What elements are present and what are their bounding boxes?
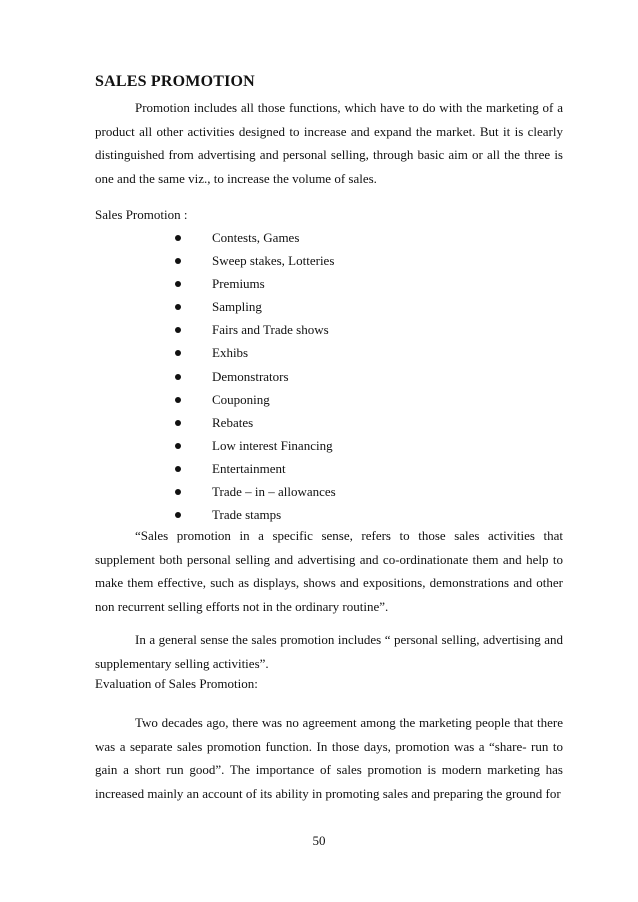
bullet-icon — [175, 304, 181, 310]
list-label: Sales Promotion : — [95, 207, 188, 222]
general-sense-paragraph: In a general sense the sales promotion includes “ personal selling, advertising and supplementary selling activities”. — [95, 632, 563, 671]
bullet-icon — [175, 350, 181, 356]
list-item: Demonstrators — [174, 365, 336, 388]
bullet-icon — [175, 235, 181, 241]
section-heading: SALES PROMOTION — [95, 73, 255, 90]
list-item: Low interest Financing — [174, 434, 336, 457]
bullet-icon — [175, 258, 181, 264]
list-item: Trade – in – allowances — [174, 480, 336, 503]
list-item: Sweep stakes, Lotteries — [174, 249, 336, 272]
list-item: Entertainment — [174, 457, 336, 480]
bullet-icon — [175, 327, 181, 333]
list-item: Premiums — [174, 272, 336, 295]
list-item: Contests, Games — [174, 226, 336, 249]
list-item: Exhibs — [174, 341, 336, 364]
evaluation-heading: Evaluation of Sales Promotion: — [95, 676, 258, 691]
bullet-icon — [175, 512, 181, 518]
list-item: Couponing — [174, 388, 336, 411]
bullet-icon — [175, 420, 181, 426]
list-item: Sampling — [174, 295, 336, 318]
intro-paragraph: Promotion includes all those functions, which have to do with the marketing of a product all other activities designed to increase and expand the market. But it is clearly distinguished from advertising and personal selling, through basic aim or all the three is one and the same viz., to increase the volume of sales. — [95, 100, 563, 186]
bullet-icon — [175, 397, 181, 403]
bullet-icon — [175, 443, 181, 449]
definition-paragraph: “Sales promotion in a specific sense, refers to those sales activities that supplement both personal selling and advertising and co-ordinationate them and help to make them effective, such as displays, shows and expositions, demonstrations and other non recurrent selling efforts not in the ordinary routine”. — [95, 528, 563, 614]
bullet-icon — [175, 489, 181, 495]
page-number: 50 — [312, 833, 326, 848]
bullet-icon — [175, 466, 181, 472]
list-item: Trade stamps — [174, 503, 336, 526]
bullet-icon — [175, 281, 181, 287]
list-item: Rebates — [174, 411, 336, 434]
promotion-list — [174, 226, 336, 526]
bullet-icon — [175, 374, 181, 380]
list-item: Fairs and Trade shows — [174, 318, 336, 341]
evaluation-paragraph: Two decades ago, there was no agreement among the marketing people that there was a separate sales promotion function. In those days, promotion was a “share- run to gain a short run good”. The importance of sales promotion is modern marketing has increased mainly an account of its ability in promoting sales and preparing the ground for — [95, 715, 563, 801]
